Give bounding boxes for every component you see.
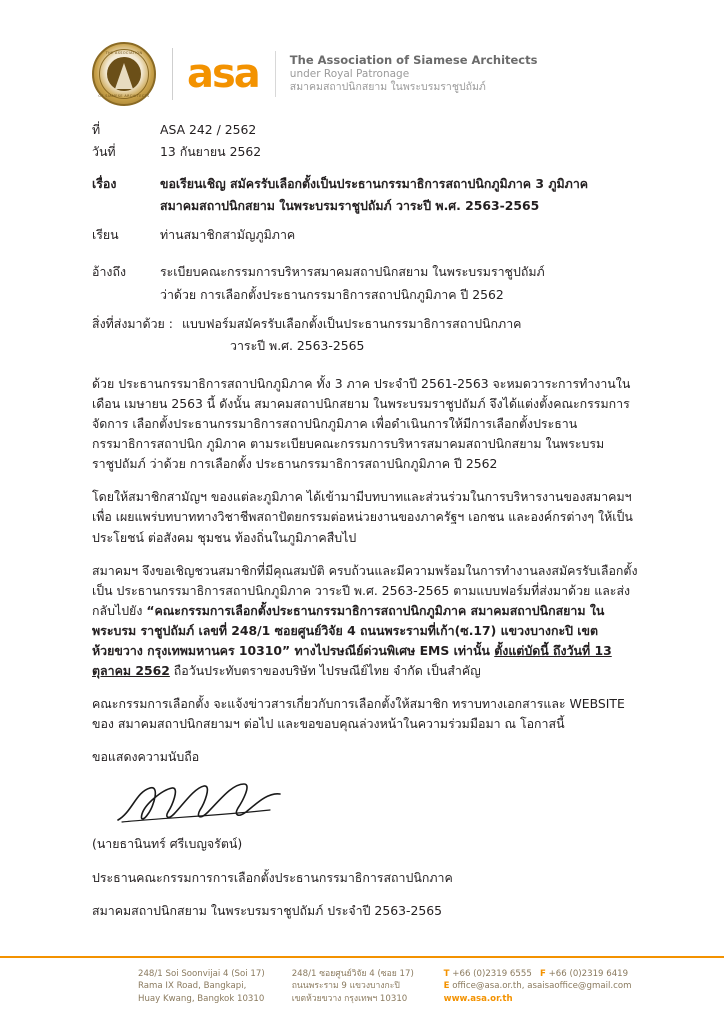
doc-number-label: ที่: [92, 122, 101, 137]
asa-logo: asa: [187, 51, 259, 97]
footer-email-row: [444, 980, 646, 992]
enclosure-line-1: แบบฟอร์มสมัครรับเลือกตั้งเป็นประธานกรรมาธิการสถาปนิกภาค: [182, 315, 522, 331]
footer-address-th-line-2: ถนนพระราม 9 แขวงบางกะปิ: [291, 981, 400, 992]
association-seal-icon: [92, 42, 156, 106]
paragraph-1: ด้วย ประธานกรรมาธิการสถาปนิกภูมิภาค ทั้ง 3 ภาค ประจำปี 2561-2563 จะหมดวาระการทำงานในเดือน เมษายน 2563 นี้ ดังนั้น สมาคมสถาปนิกสยาม ในพระบรมราชูปถัมภ์ จึงได้แต่งตั้งคณะกรรมการจัดการ เลือกตั้งประธานกรรมาธิการสถาปนิกภูมิภาค เพื่อดำเนินการให้มีการเลือกตั้งประธานกรรมาธิการสถาปนิก ภูมิภาค ตามระเบียบคณะกรรมการบริหารสมาคมสถาปนิกสยาม ในพระบรมราชูปถัมภ์ ว่าด้วย การเลือกตั้ง ประธานกรรมาธิการสถาปนิกภูมิภาค ปี 2562: [92, 375, 631, 472]
enclosure-row: [92, 314, 638, 334]
telephone-label: T: [443, 969, 450, 979]
paragraph-2: โดยให้สมาชิกสามัญฯ ของแต่ละภูมิภาค ได้เข้ามามีบทบาทและส่วนร่วมในการบริหารงานของสมาคมฯ เพื่อ เผยแพร่บทบาททางวิชาชีพสถาปัตยกรรมต่อหน่วยงานของภาครัฐฯ เอกชน และองค์กรต่างๆ ให้เป็นประโยชน์ ต่อสังคม ชุมชน ท้องถิ่นในภูมิภาคสืบไป: [92, 489, 633, 545]
paragraph-3-deadline: ตั้งแต่บัดนี้ ถึงวันที่ 13 ตุลาคม 2562: [92, 642, 612, 679]
footer-phone-row: [444, 968, 646, 980]
org-name-th: สมาคมสถาปนิกสยาม ในพระบรมราชูปถัมภ์: [289, 81, 486, 94]
org-sub-en: under Royal Patronage: [289, 67, 410, 80]
recipient-value: ท่านสมาชิกสามัญภูมิภาค: [160, 227, 296, 243]
doc-number-value: ASA 242 / 2562: [160, 122, 257, 137]
reference-line-2: ว่าด้วย การเลือกตั้งประธานกรรมาธิการสถาปนิกภูมิภาค ปี 2562: [160, 286, 504, 302]
paragraph-3-address-bold: “คณะกรรมการเลือกตั้งประธานกรรมาธิการสถาปนิกภูมิภาค สมาคมสถาปนิกสยาม ในพระบรม ราชูปถัมภ์ เลขที่ 248/1 ซอยศูนย์วิจัย 4 ถนนพระรามที่เก้า(ซ.17) แขวงบางกะปิ เขตห้วยขวาง กรุงเทพมหานคร 10310” ทางไปรษณีย์ด่วนพิเศษ EMS เท่านั้น: [92, 602, 605, 658]
footer-contact: [444, 968, 666, 1005]
date-label: วันที่: [92, 144, 116, 160]
paragraph-4: คณะกรรมการเลือกตั้ง จะแจ้งข่าวสารเกี่ยวกับการเลือกตั้งให้สมาชิก ทราบทางเอกสารและ WEBSITE ของ สมาคมสถาปนิกสยามฯ ต่อไป และขอขอบคุณล่วงหน้าในความร่วมมือมา ณ โอกาสนี้: [92, 696, 625, 732]
header-divider: [172, 48, 173, 100]
fax-label: F: [540, 969, 546, 979]
recipient-label: เรียน: [92, 227, 119, 243]
paragraph-3: [92, 561, 638, 682]
seal-text-bottom: OF SIAMESE ARCHITECTS: [98, 94, 150, 98]
fax-value: +66 (0)2319 6419: [548, 969, 629, 979]
subject-label: เรื่อง: [92, 176, 117, 192]
email-label: E: [443, 981, 450, 992]
footer-address-en-line-3: Huay Kwang, Bangkok 10310: [138, 993, 265, 1004]
signature-name: (นายธานินทร์ ศรีเบญจรัตน์): [92, 836, 243, 852]
footer-address-th: [292, 968, 444, 1005]
handwritten-signature: [110, 776, 310, 834]
signature-title-2: สมาคมสถาปนิกสยาม ในพระบรมราชูปถัมภ์ ประจำปี 2563-2565: [92, 902, 442, 918]
date-row: [92, 142, 638, 162]
footer-address-en-line-2: Rama IX Road, Bangkapi,: [138, 981, 247, 992]
closing-text: ขอแสดงความนับถือ: [92, 749, 200, 765]
date-value: 13 กันยายน 2562: [160, 144, 262, 160]
page-footer: [0, 956, 724, 1024]
reference-row: [92, 262, 638, 282]
signature-area: [100, 780, 638, 834]
footer-address-en-line-1: 248/1 Soi Soonvijai 4 (Soi 17): [138, 969, 265, 979]
letter-body: [92, 120, 638, 934]
subject-line-2: สมาคมสถาปนิกสยาม ในพระบรมราชูปถัมภ์ วาระปี พ.ศ. 2563-2565: [160, 198, 540, 214]
enclosure-line-2: วาระปี พ.ศ. 2563-2565: [230, 337, 365, 353]
reference-label: อ้างถึง: [92, 264, 127, 280]
subject-row: [92, 174, 638, 194]
seal-text-top: THE ASSOCIATION: [105, 51, 143, 55]
org-name-en: The Association of Siamese Architects: [289, 53, 538, 68]
letterhead: [92, 38, 652, 110]
email-value[interactable]: office@asa.or.th, asaisaoffice@gmail.com: [452, 981, 632, 992]
reference-line-1: ระเบียบคณะกรรมการบริหารสมาคมสถาปนิกสยาม ในพระบรมราชูปถัมภ์: [160, 264, 545, 280]
footer-address-en: [138, 968, 292, 1005]
doc-number-row: [92, 120, 638, 140]
paragraph-3-prefix: สมาคมฯ จึงขอเชิญชวนสมาชิกที่มีคุณสมบัติ ครบถ้วนและมีความพร้อมในการทำงานลงสมัครรับเลือกตั้งเป็น ประธานกรรมาธิการสถาปนิกภูมิภาค วาระปี พ.ศ. 2563-2565 ตามแบบฟอร์มที่ส่งมาด้วย และส่งกลับไปยัง: [92, 562, 638, 618]
enclosure-label: สิ่งที่ส่งมาด้วย :: [92, 315, 173, 331]
footer-address-th-line-1: 248/1 ซอยศูนย์วิจัย 4 (ซอย 17): [291, 969, 414, 979]
signature-title-1: ประธานคณะกรรมการการเลือกตั้งประธานกรรมาธิการสถาปนิกภาค: [92, 869, 453, 885]
header-divider-2: [275, 51, 276, 97]
telephone-value: +66 (0)2319 6555: [452, 969, 532, 979]
recipient-row: [92, 225, 638, 245]
organization-block: [290, 53, 538, 95]
subject-line-1: ขอเรียนเชิญ สมัครรับเลือกตั้งเป็นประธานกรรมาธิการสถาปนิกภูมิภาค 3 ภูมิภาค: [160, 176, 589, 192]
website-link[interactable]: www.asa.or.th: [443, 993, 513, 1004]
paragraph-3-suffix: ถือวันประทับตราของบริษัท ไปรษณีย์ไทย จำกัด เป็นสำคัญ: [169, 663, 481, 679]
footer-address-th-line-3: เขตห้วยขวาง กรุงเทพฯ 10310: [291, 993, 408, 1004]
